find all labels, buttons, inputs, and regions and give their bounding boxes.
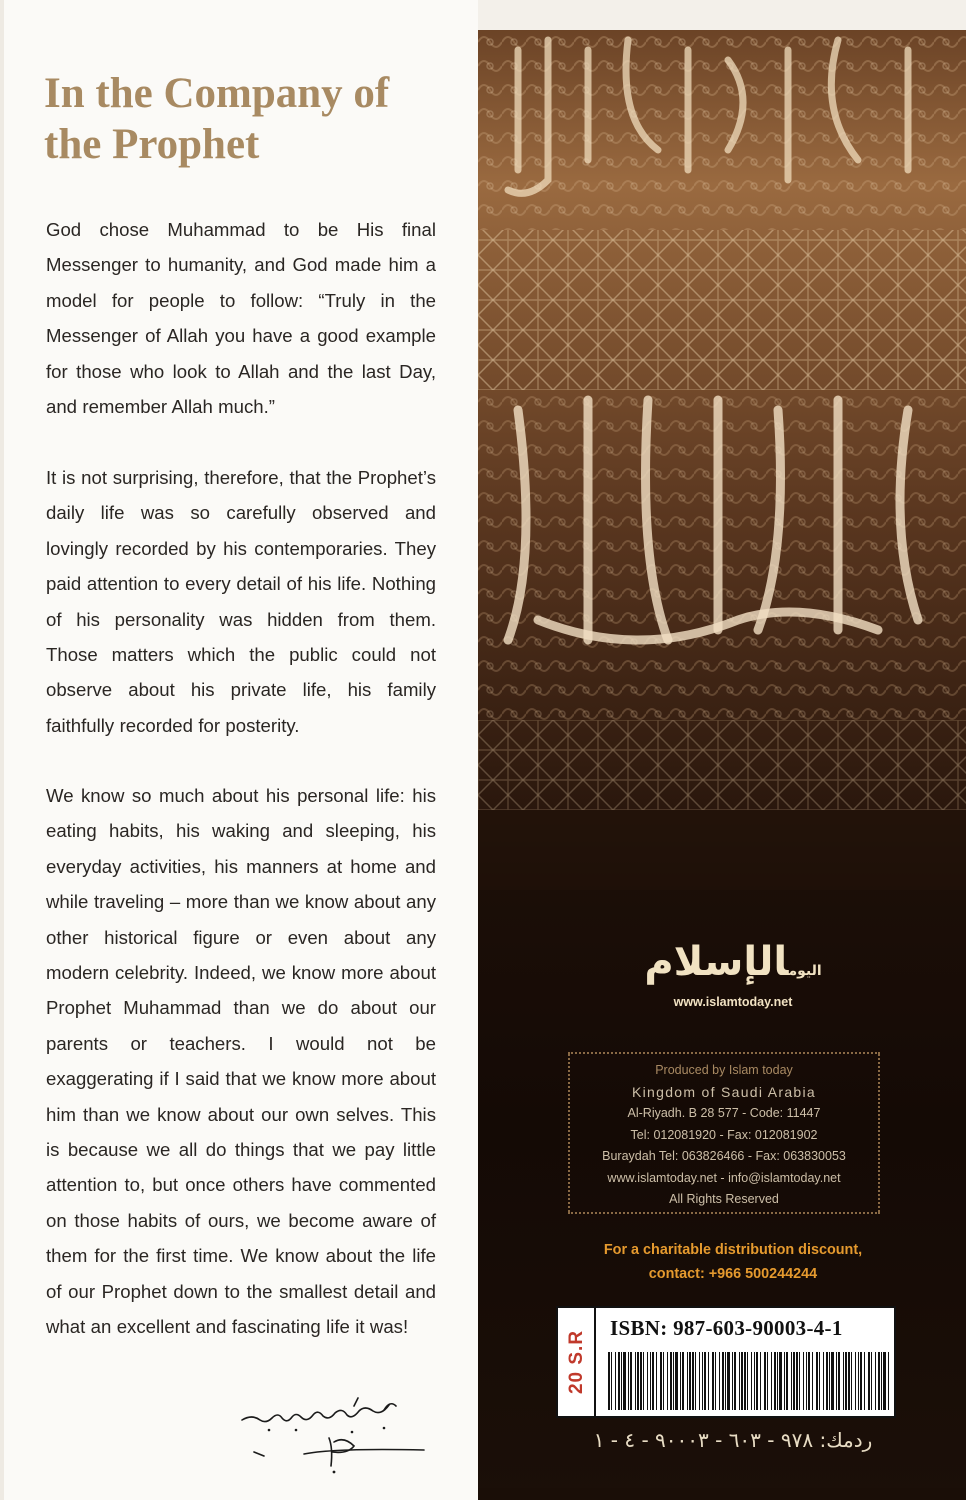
barcode-bar [722,1352,724,1410]
barcode-bar [858,1352,859,1410]
barcode-bar [611,1352,612,1410]
barcode-bar [687,1352,688,1410]
barcode-bar [875,1352,876,1410]
barcode-bar [803,1352,804,1410]
isbn-text: ISBN: 987-603-90003-4-1 [610,1316,843,1340]
barcode-bar [628,1352,629,1410]
publisher-web-email: www.islamtoday.net - info@islamtoday.net [607,1170,841,1185]
barcode-bar [808,1352,810,1410]
barcode-bar [777,1352,778,1410]
barcode-bar [836,1352,837,1410]
barcode-bar [826,1352,828,1410]
barcode-bar [652,1352,654,1410]
publisher-rights: All Rights Reserved [669,1192,779,1206]
discount-line-1: For a charitable distribution discount, [603,1242,863,1258]
top-margin [478,0,966,30]
logo-arabic-small: اليوم [788,963,822,979]
barcode-bar [608,1352,610,1410]
barcode-bar [751,1352,752,1410]
barcode-bar [774,1352,776,1410]
paragraph-3: We know so much about his personal life: his eating habits, his waking and sleeping, his everyday activities, his manners at home and while traveling – more than we know about any other historical figure or even about any modern celebrity. Indeed, we know more about Prophet Muhammad than we do about our parents or teachers. I would not be exaggerating if I said that we know more about him than we know about our own selves. This is because we all do things that we pay little attention to, but once others have commented on those habits of ours, we become aware of them for the first time. We know about the life of our Prophet down to the smallest detail and what an excellent and fascinating life it was! [46,785,436,1338]
barcode-bar [650,1352,651,1410]
barcode-bar [767,1352,768,1410]
barcode-bar [623,1352,626,1410]
barcode-bars [608,1352,890,1410]
barcode-bar [864,1352,865,1410]
logo-url: www.islamtoday.net [673,995,793,1009]
barcode-bar [708,1352,709,1410]
logo-arabic-text: الإسلام [644,939,789,985]
barcode-bar [816,1352,818,1410]
barcode-bar [838,1352,840,1410]
barcode-bar [823,1352,824,1410]
barcode-bar [881,1352,882,1410]
discount-notice [568,1238,898,1286]
barcode-bar [860,1352,862,1410]
barcode-bar [756,1352,758,1410]
barcode-bar [739,1352,740,1410]
barcode-bar [715,1352,716,1410]
barcode-bar [845,1352,847,1410]
barcode-bar [868,1352,870,1410]
barcode-bar [786,1352,788,1410]
publisher-country: Kingdom of Saudi Arabia [631,1083,816,1100]
paragraph-2: It is not surprising, therefore, that the Prophet’s daily life was so carefully observed and lovingly recorded by his contemporaries. They paid attention to every detail of his life. Nothing of his personality was hidden from them. Those matters which the public could not observe about his private life, his family faithfully recorded for posterity. [46,467,436,736]
barcode-bar [883,1352,886,1410]
barcode-bar [663,1352,664,1410]
paragraph-1: God chose Muhammad to be His final Messenger to humanity, and God made him a model for people to follow: “Truly in the Messenger of Allah you have a good example for those who look to Allah and the last Day, and remember Allah much.” [46,219,436,418]
barcode-bar [771,1352,772,1410]
publisher-info-box [568,1052,880,1214]
arabic-isbn: ردمك: ٩٧٨ - ٦٠٣ - ٩٠٠٠٣ - ٤ - ١ [593,1428,873,1452]
barcode-bar [660,1352,662,1410]
barcode-bar [704,1352,706,1410]
barcode-bar [667,1352,668,1410]
barcode-bar [831,1352,834,1410]
price-label [560,1308,596,1416]
barcode-bar [829,1352,830,1410]
barcode-bar [725,1352,726,1410]
barcode-bar [643,1352,644,1410]
barcode-bar [799,1352,800,1410]
bottom-strip [478,1488,966,1500]
back-cover-text-panel [0,0,478,1500]
barcode-bar [635,1352,636,1410]
barcode-bar [695,1352,696,1410]
barcode-bar [806,1352,807,1410]
barcode-bar [675,1352,678,1410]
publisher-tel-riyadh: Tel: 012081920 - Fax: 012081902 [630,1127,818,1142]
barcode-bar [673,1352,674,1410]
book-title-line-1: In the Company of [44,70,390,117]
barcode-bar [621,1352,622,1410]
barcode-bar [819,1352,820,1410]
barcode-bar [630,1352,632,1410]
barcode-bar [656,1352,657,1410]
barcode-bar [760,1352,761,1410]
barcode-bar [747,1352,748,1410]
barcode-bar [702,1352,703,1410]
author-signature [234,1392,434,1482]
barcode-bar [719,1352,720,1410]
barcode-bar [682,1352,684,1410]
barcode-bar [734,1352,736,1410]
barcode-bar [779,1352,782,1410]
barcode-bar [888,1352,889,1410]
barcode-bar [784,1352,785,1410]
barcode-bar [744,1352,746,1410]
barcode-bar [848,1352,850,1410]
islamtoday-logo [638,938,828,1009]
barcode-bar [791,1352,792,1410]
barcode-bar [796,1352,798,1410]
barcode-bar [871,1352,872,1410]
barcode-bar [754,1352,755,1410]
barcode-bar [680,1352,681,1410]
barcode-bar [878,1352,880,1410]
barcode-bar [618,1352,620,1410]
barcode-bar [615,1352,616,1410]
barcode-bar [741,1352,743,1410]
calligraphy-carving-image [478,30,966,890]
discount-line-2: contact: +966 500244244 [648,1266,818,1282]
barcode-bar [692,1352,694,1410]
price-text: 20 S.R [566,1329,587,1395]
publisher-address: Al-Riyadh. B 28 577 - Code: 11447 [627,1106,821,1120]
barcode-bar [699,1352,700,1410]
barcode-bar [843,1352,844,1410]
barcode-bar [851,1352,852,1410]
barcode-bar [670,1352,672,1410]
barcode-bar [712,1352,714,1410]
produced-by: Produced by Islam today [655,1063,793,1077]
book-title [44,68,464,170]
book-title-line-2: the Prophet [44,121,260,168]
barcode-bar [793,1352,795,1410]
publisher-tel-buraydah: Buraydah Tel: 063826466 - Fax: 063830053 [602,1149,846,1163]
barcode-bar [732,1352,733,1410]
barcode-bar [855,1352,856,1410]
barcode-bar [764,1352,766,1410]
barcode-bar [689,1352,691,1410]
barcode-bar [647,1352,648,1410]
barcode-bar [812,1352,813,1410]
barcode-bar [727,1352,730,1410]
barcode-bar [640,1352,642,1410]
barcode-bar [637,1352,639,1410]
back-cover-art-panel [478,0,966,1500]
isbn-barcode-box [556,1306,896,1418]
